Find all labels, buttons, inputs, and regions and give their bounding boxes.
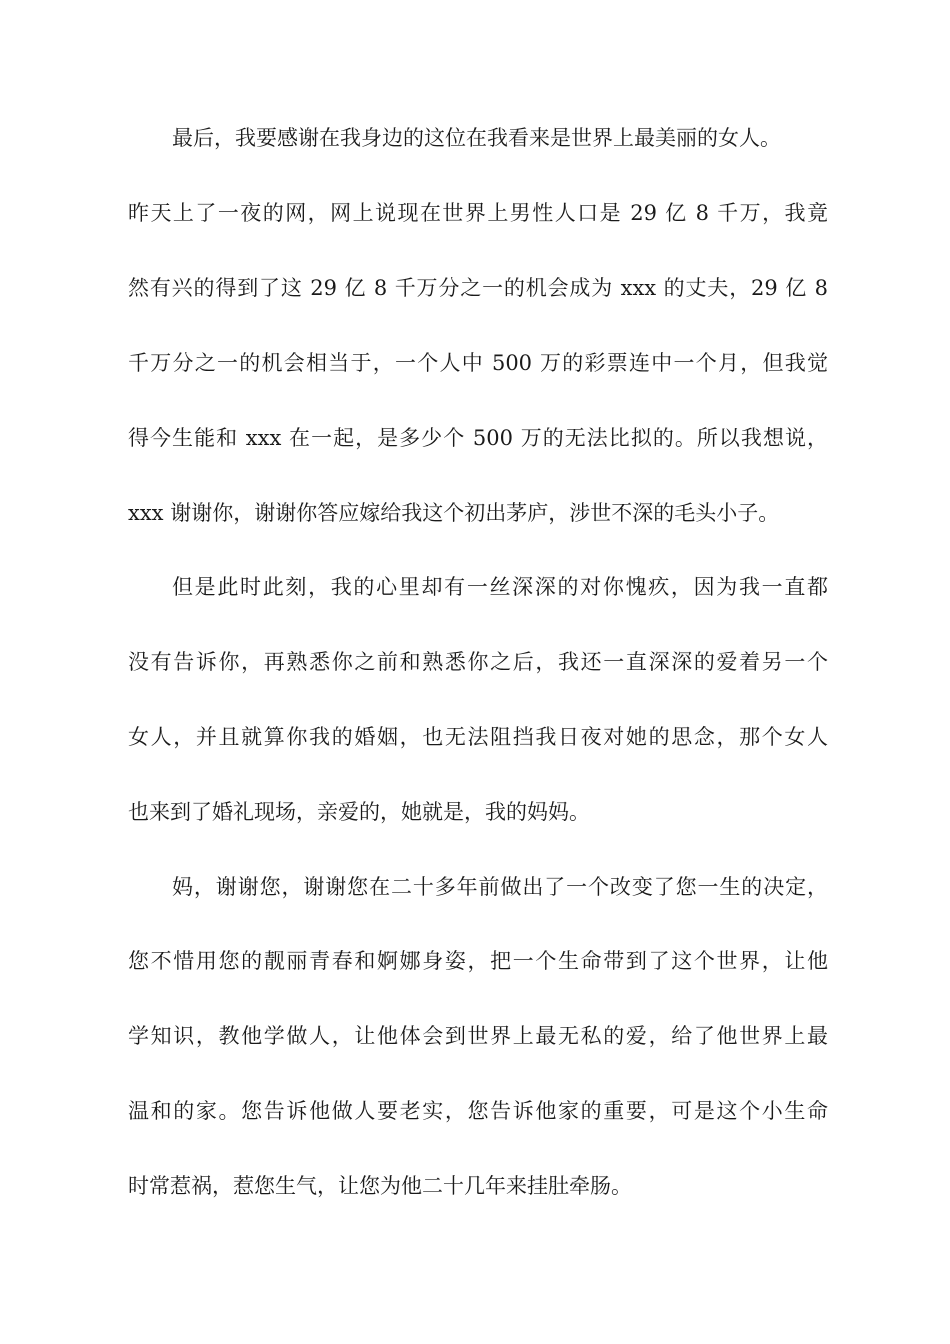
- paragraph-2-line-2: 没有告诉你，再熟悉你之前和熟悉你之后，我还一直深深的爱着另一个: [128, 650, 828, 674]
- paragraph-1-line-4: 千万分之一的机会相当于，一个人中 500 万的彩票连中一个月，但我觉: [128, 351, 828, 375]
- paragraph-1-line-5: 得今生能和 xxx 在一起，是多少个 500 万的无法比拟的。所以我想说，: [128, 426, 828, 450]
- paragraph-2-line-3: 女人，并且就算你我的婚姻，也无法阻挡我日夜对她的思念，那个女人: [128, 725, 828, 749]
- paragraph-3-line-5: 时常惹祸，惹您生气，让您为他二十几年来挂肚牵肠。: [128, 1174, 632, 1198]
- paragraph-1-line-6: xxx 谢谢你，谢谢你答应嫁给我这个初出茅庐，涉世不深的毛头小子。: [128, 501, 780, 525]
- paragraph-3-line-2: 您不惜用您的靓丽青春和婀娜身姿，把一个生命带到了这个世界，让他: [128, 949, 828, 973]
- paragraph-1-line-2: 昨天上了一夜的网，网上说现在世界上男性人口是 29 亿 8 千万，我竟: [128, 201, 828, 225]
- paragraph-1-line-3: 然有兴的得到了这 29 亿 8 千万分之一的机会成为 xxx 的丈夫，29 亿 8: [128, 276, 828, 300]
- paragraph-2-line-4: 也来到了婚礼现场，亲爱的，她就是，我的妈妈。: [128, 800, 590, 824]
- paragraph-3-line-3: 学知识，教他学做人，让他体会到世界上最无私的爱，给了他世界上最: [128, 1024, 828, 1048]
- paragraph-1-line-1: 最后，我要感谢在我身边的这位在我看来是世界上最美丽的女人。: [172, 126, 781, 150]
- paragraph-3-line-4: 温和的家。您告诉他做人要老实，您告诉他家的重要，可是这个小生命: [128, 1099, 828, 1123]
- paragraph-2-line-1: 但是此时此刻，我的心里却有一丝深深的对你愧疚，因为我一直都: [172, 575, 828, 599]
- paragraph-3-line-1: 妈，谢谢您，谢谢您在二十多年前做出了一个改变了您一生的决定，: [172, 875, 828, 899]
